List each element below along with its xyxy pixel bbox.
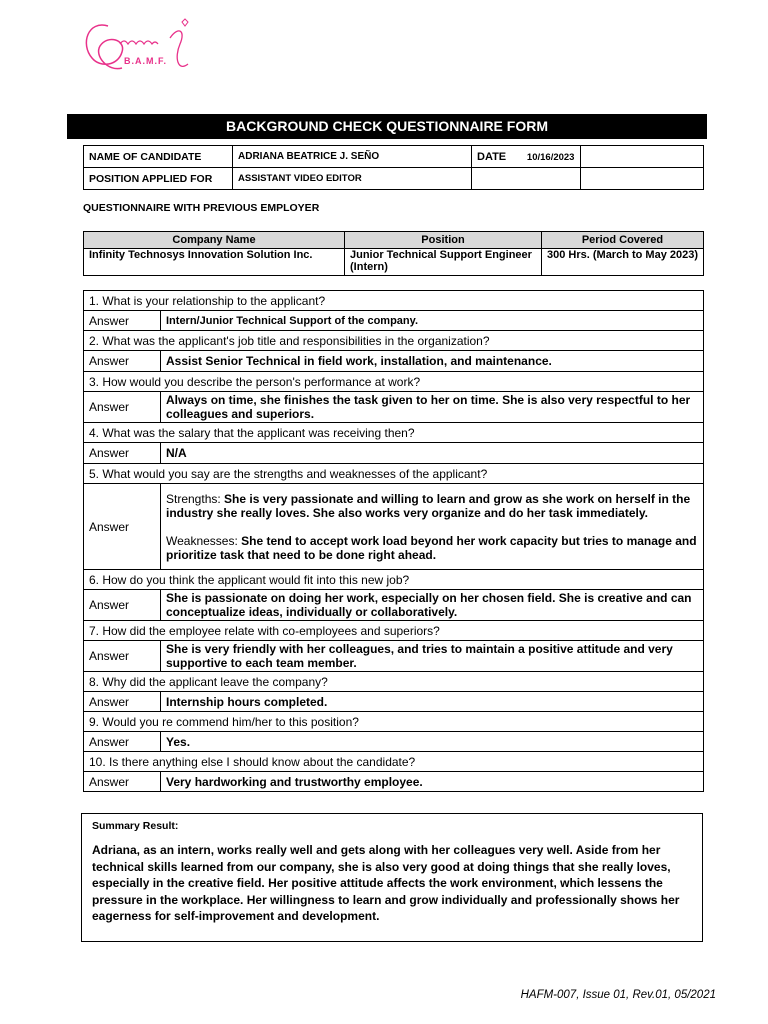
section-label: QUESTIONNAIRE WITH PREVIOUS EMPLOYER bbox=[83, 202, 320, 214]
date-value: 10/16/2023 bbox=[526, 151, 575, 163]
company-value: Infinity Technosys Innovation Solution Inc. bbox=[84, 249, 345, 276]
answer-label: Answer bbox=[84, 772, 161, 792]
answer-label: Answer bbox=[84, 443, 161, 464]
question-1: 1. What is your relationship to the applicant? bbox=[84, 291, 704, 311]
question-10: 10. Is there anything else I should know about the candidate? bbox=[84, 752, 704, 772]
answer-label: Answer bbox=[84, 692, 161, 712]
form-title: BACKGROUND CHECK QUESTIONNAIRE FORM bbox=[67, 114, 707, 139]
answer-7: She is very friendly with her colleagues, and tries to maintain a positive attitude and very supportive to each team member. bbox=[161, 641, 704, 672]
name-value: ADRIANA BEATRICE J. SEÑO bbox=[233, 146, 472, 168]
empty-cell bbox=[581, 168, 704, 190]
candidate-table bbox=[83, 145, 704, 190]
position-label: POSITION APPLIED FOR bbox=[84, 168, 233, 190]
answer-10: Very hardworking and trustworthy employee. bbox=[161, 772, 704, 792]
answer-4: N/A bbox=[161, 443, 704, 464]
question-7: 7. How did the employee relate with co-employees and superiors? bbox=[84, 621, 704, 641]
employer-table bbox=[83, 231, 704, 276]
col-company: Company Name bbox=[84, 232, 345, 249]
name-label: NAME OF CANDIDATE bbox=[84, 146, 233, 168]
document-code: HAFM-007, Issue 01, Rev.01, 05/2021 bbox=[520, 989, 716, 1001]
position-value: Junior Technical Support Engineer (Intern) bbox=[345, 249, 542, 276]
question-9: 9. Would you re commend him/her to this position? bbox=[84, 712, 704, 732]
answer-2: Assist Senior Technical in field work, installation, and maintenance. bbox=[161, 351, 704, 372]
answer-1: Intern/Junior Technical Support of the company. bbox=[161, 311, 704, 331]
answer-9: Yes. bbox=[161, 732, 704, 752]
question-8: 8. Why did the applicant leave the company? bbox=[84, 672, 704, 692]
answer-label: Answer bbox=[84, 641, 161, 672]
answer-label: Answer bbox=[84, 392, 161, 423]
period-value: 300 Hrs. (March to May 2023) bbox=[542, 249, 704, 276]
col-position: Position bbox=[345, 232, 542, 249]
company-logo bbox=[78, 14, 208, 80]
empty-cell bbox=[472, 168, 581, 190]
position-value: ASSISTANT VIDEO EDITOR bbox=[233, 168, 472, 190]
summary-title: Summary Result: bbox=[92, 820, 179, 832]
strengths-text: She is very passionate and willing to learn and grow as she work on herself in the industry she really loves. She also works very organize and do her task immediately. bbox=[166, 491, 691, 520]
question-4: 4. What was the salary that the applicant was receiving then? bbox=[84, 423, 704, 443]
summary-box bbox=[81, 813, 703, 942]
date-cell bbox=[472, 146, 581, 168]
answer-6: She is passionate on doing her work, especially on her chosen field. She is creative and can conceptualize ideas, individually or collaboratively. bbox=[161, 590, 704, 621]
answer-5 bbox=[161, 484, 704, 570]
answer-label: Answer bbox=[84, 311, 161, 331]
answer-label: Answer bbox=[84, 484, 161, 570]
answer-3: Always on time, she finishes the task given to her on time. She is also very respectful to her colleagues and superiors. bbox=[161, 392, 704, 423]
question-5: 5. What would you say are the strengths and weaknesses of the applicant? bbox=[84, 464, 704, 484]
empty-cell bbox=[581, 146, 704, 168]
answer-label: Answer bbox=[84, 732, 161, 752]
logo-text: B.A.M.F. bbox=[124, 56, 167, 66]
answer-8: Internship hours completed. bbox=[161, 692, 704, 712]
question-3: 3. How would you describe the person's performance at work? bbox=[84, 372, 704, 392]
strengths-label: Strengths: bbox=[166, 491, 225, 506]
col-period: Period Covered bbox=[542, 232, 704, 249]
summary-text: Adriana, as an intern, works really well and gets along with her colleagues very well. Aside from her technical skills learned from our company, she is also very good at doing things that she really loves, especially in the creative field. Her positive attitude affects the work environment, which lessens the pressure in the workplace. Her willingness to learn and grow individually and professionally shows her eagerness for self-improvement and development. bbox=[92, 843, 680, 923]
weaknesses-label: Weaknesses: bbox=[166, 533, 242, 548]
answer-label: Answer bbox=[84, 351, 161, 372]
answer-label: Answer bbox=[84, 590, 161, 621]
date-label: DATE bbox=[477, 150, 507, 163]
question-2: 2. What was the applicant's job title and responsibilities in the organization? bbox=[84, 331, 704, 351]
question-6: 6. How do you think the applicant would fit into this new job? bbox=[84, 570, 704, 590]
questionnaire-table bbox=[83, 290, 704, 792]
weaknesses-text: She tend to accept work load beyond her work capacity but tries to manage and prioritize task that need to be done right ahead. bbox=[166, 533, 697, 562]
